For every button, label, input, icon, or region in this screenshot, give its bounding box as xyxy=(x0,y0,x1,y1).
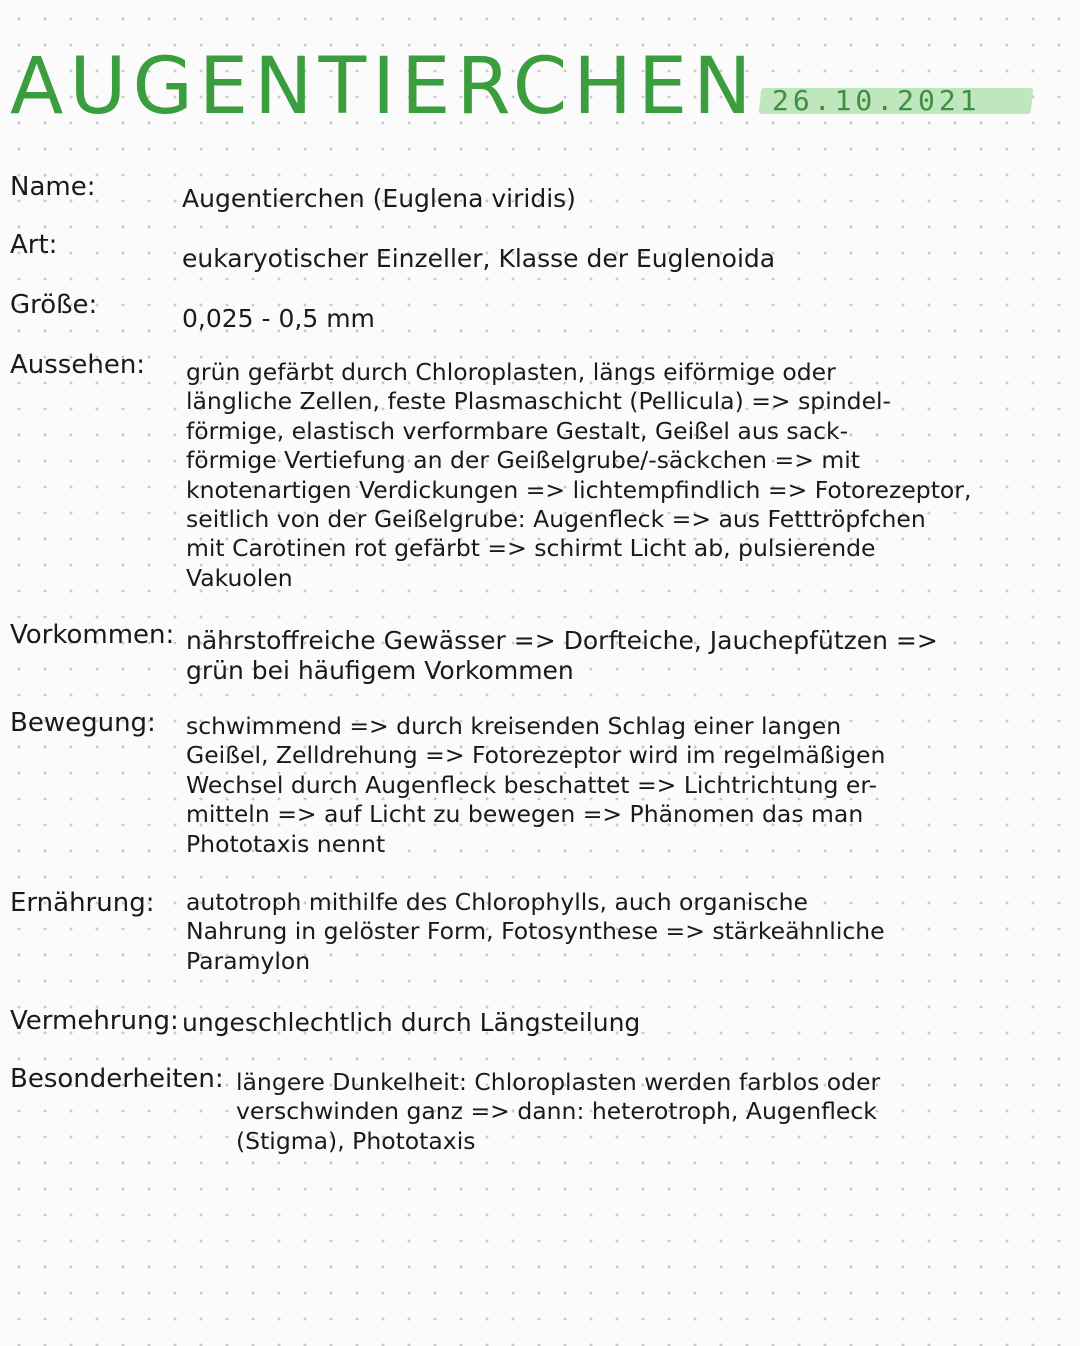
entry-label: Name: xyxy=(10,172,96,202)
entry-value: schwimmend => durch kreisenden Schlag einer langen Geißel, Zelldrehung => Fotorezeptor wird im regelmäßigen Wechsel durch Augenfleck beschattet => Lichtrichtung er- mitteln => auf Licht zu bewegen => Phänomen das man Phototaxis nennt xyxy=(186,712,886,858)
entry-value: grün gefärbt durch Chloroplasten, längs eiförmige oder längliche Zellen, feste Plasmaschicht (Pellicula) => spindel- förmige, elastisch verformbare Gestalt, Geißel aus sack- förmige Vertiefung an der Geißelgrube/-säckchen => mit knotenartigen Verdickungen => lichtempfindlich => Fotorezeptor, seitlich von der Geißelgrube: Augenfleck => aus Fetttröpfchen mit Carotinen rot gefärbt => schirmt Licht ab, pulsierende Vakuolen xyxy=(186,358,972,592)
entry-label: Größe: xyxy=(10,290,98,320)
entry-value: autotroph mithilfe des Chlorophylls, auch organische Nahrung in gelöster Form, Fotosynthese => stärkeähnliche Paramylon xyxy=(186,888,885,975)
entry-value: nährstoffreiche Gewässer => Dorfteiche, Jauchepfützen => grün bei häufigem Vorkommen xyxy=(186,626,938,685)
entry-label: Bewegung: xyxy=(10,708,156,738)
date-area xyxy=(760,82,981,120)
page-title: AUGENTIERCHEN xyxy=(10,42,758,132)
entry-value: 0,025 - 0,5 mm xyxy=(182,304,375,333)
entry-label: Art: xyxy=(10,230,58,260)
entry-value: eukaryotischer Einzeller, Klasse der Euglenoida xyxy=(182,244,776,273)
entry-label: Vermehrung: xyxy=(10,1006,179,1036)
entry-label: Vorkommen: xyxy=(10,620,175,650)
date: 26.10.2021 xyxy=(772,84,981,117)
entry-label: Ernährung: xyxy=(10,888,155,918)
entry-label: Aussehen: xyxy=(10,350,146,380)
entry-value: Augentierchen (Euglena viridis) xyxy=(182,184,576,213)
entry-value: längere Dunkelheit: Chloroplasten werden farblos oder verschwinden ganz => dann: heterotroph, Augenfleck (Stigma), Phototaxis xyxy=(236,1068,881,1155)
entry-value: ungeschlechtlich durch Längsteilung xyxy=(182,1008,641,1037)
entry-label: Besonderheiten: xyxy=(10,1064,224,1094)
